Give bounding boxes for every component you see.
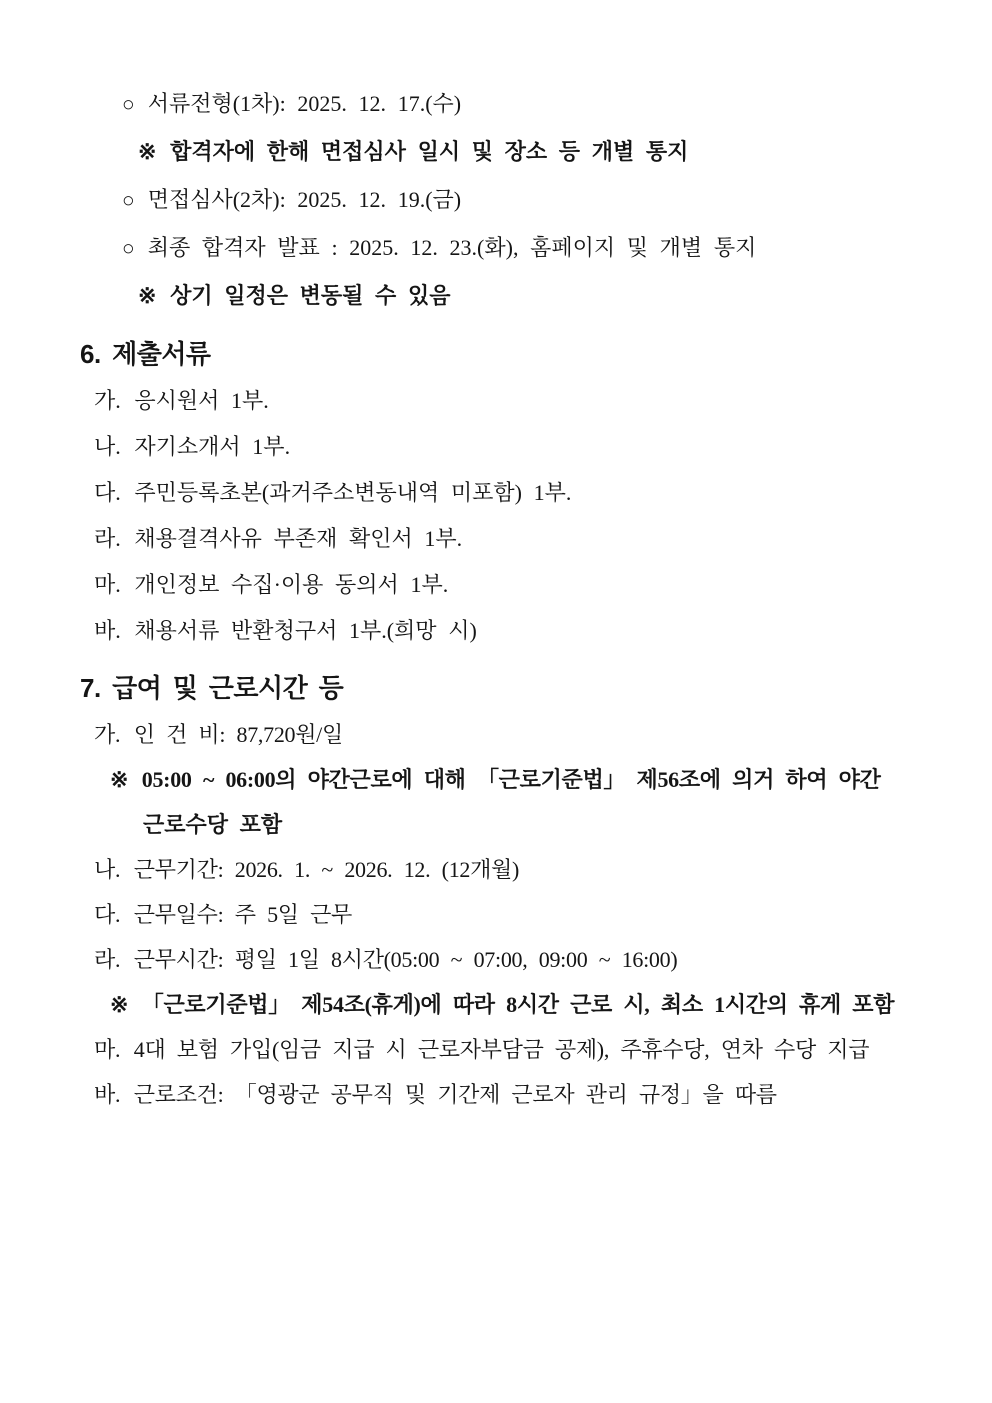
doc-item-application: [0, 378, 992, 424]
pay-line-text: 4대 보험 가입(임금 지급 시 근로자부담금 공제), 주휴수당, 연차 수당 지급: [133, 1037, 870, 1062]
schedule-line-final-announcement: [0, 224, 992, 272]
item-label: 마.: [94, 1037, 121, 1062]
item-label: 다.: [94, 480, 121, 505]
section-6-heading: 6. 제출서류: [80, 339, 211, 369]
schedule-text: 최종 합격자 발표 : 2025. 12. 23.(화), 홈페이지 및 개별 통지: [147, 235, 757, 260]
item-label: 바.: [94, 618, 121, 643]
pay-note-night-work-allowance: [0, 757, 992, 802]
doc-item-resident-register: [0, 470, 992, 516]
doc-item-text: 개인정보 수집·이용 동의서 1부.: [134, 572, 449, 597]
reference-mark: ※: [138, 139, 157, 164]
item-label: 나.: [94, 857, 121, 882]
pay-line-text: 05:00 ~ 06:00의 야간근로에 대해 「근로기준법」 제56조에 의거 하여 야간: [141, 767, 881, 792]
item-label: 마.: [94, 572, 121, 597]
section-7-heading: 7. 급여 및 근로시간 등: [80, 673, 344, 703]
schedule-text: 면접심사(2차): 2025. 12. 19.(금): [147, 187, 462, 212]
item-label: 가.: [94, 722, 121, 747]
pay-line-text: 근무기간: 2026. 1. ~ 2026. 12. (12개월): [133, 857, 520, 882]
pay-note-night-work-allowance-continued: [0, 802, 992, 847]
doc-item-disqualification-confirmation: [0, 516, 992, 562]
pay-line-insurance: [0, 1027, 992, 1072]
schedule-note-subject-to-change: [0, 272, 992, 320]
pay-line-work-hours: [0, 937, 992, 982]
pay-line-wage: [0, 712, 992, 757]
reference-mark: ※: [110, 767, 129, 792]
item-label: 나.: [94, 434, 121, 459]
item-label: 가.: [94, 388, 121, 413]
schedule-line-interview: [0, 176, 992, 224]
schedule-line-document-screening: [0, 80, 992, 128]
doc-item-text: 응시원서 1부.: [134, 388, 269, 413]
doc-item-text: 주민등록초본(과거주소변동내역 미포함) 1부.: [134, 480, 572, 505]
doc-item-text: 자기소개서 1부.: [134, 434, 291, 459]
pay-line-text: 근무시간: 평일 1일 8시간(05:00 ~ 07:00, 09:00 ~ 16:00): [133, 947, 678, 972]
reference-mark: ※: [138, 283, 157, 308]
schedule-text: 서류전형(1차): 2025. 12. 17.(수): [147, 91, 462, 116]
circle-bullet: ○: [122, 92, 135, 116]
doc-item-self-introduction: [0, 424, 992, 470]
doc-item-privacy-consent: [0, 562, 992, 608]
pay-line-text: 인 건 비: 87,720원/일: [133, 722, 343, 747]
item-label: 바.: [94, 1082, 121, 1107]
item-label: 라.: [94, 947, 121, 972]
pay-line-work-conditions: [0, 1072, 992, 1117]
circle-bullet: ○: [122, 188, 135, 212]
schedule-text: 합격자에 한해 면접심사 일시 및 장소 등 개별 통지: [170, 139, 689, 164]
circle-bullet: ○: [122, 236, 135, 260]
schedule-note-individual-notice: [0, 128, 992, 176]
schedule-text: 상기 일정은 변동될 수 있음: [170, 283, 451, 308]
item-label: 라.: [94, 526, 121, 551]
doc-item-document-return-request: [0, 608, 992, 654]
pay-line-text: 근무일수: 주 5일 근무: [133, 902, 352, 927]
pay-line-work-period: [0, 847, 992, 892]
pay-line-text: 근로조건: 「영광군 공무직 및 기간제 근로자 관리 규정」을 따름: [133, 1082, 777, 1107]
item-label: 다.: [94, 902, 121, 927]
pay-line-work-days: [0, 892, 992, 937]
doc-item-text: 채용서류 반환청구서 1부.(희망 시): [134, 618, 477, 643]
pay-note-break-time: [0, 982, 992, 1027]
pay-line-text: 근로수당 포함: [143, 812, 283, 837]
pay-line-text: 「근로기준법」 제54조(휴게)에 따라 8시간 근로 시, 최소 1시간의 휴게 포함: [141, 992, 895, 1017]
doc-item-text: 채용결격사유 부존재 확인서 1부.: [134, 526, 463, 551]
reference-mark: ※: [110, 992, 129, 1017]
